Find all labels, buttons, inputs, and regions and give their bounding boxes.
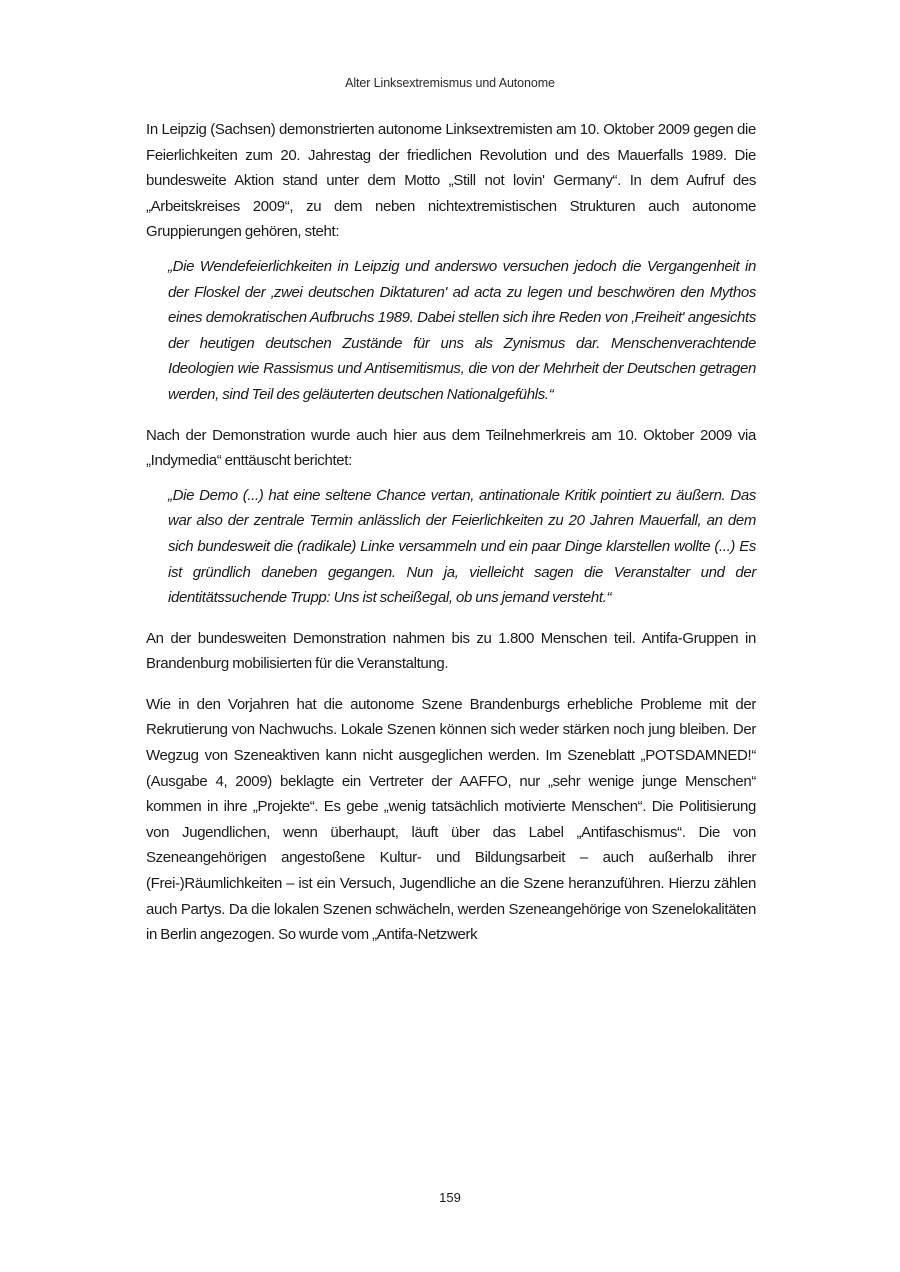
paragraph: Nach der Demonstration wurde auch hier aus dem Teilnehmerkreis am 10. Oktober 2009 via „Indymedia“ enttäuscht berichtet: [146, 426, 756, 470]
block-quote: „Die Wendefeierlichkeiten in Leipzig und anderswo versuchen jedoch die Vergangenheit in der Floskel der ‚zwei deutschen Diktaturen' ad acta zu legen und beschwören den Mythos eines demokratischen Aufbruchs 1989. Dabei stellen sich ihre Reden von ‚Freiheit' angesichts der heutigen deutschen Zustände für uns als Zynismus dar. Menschenverachtende Ideologien wie Rassismus und Antisemitismus, die von der Mehrheit der Deutschen getragen werden, sind Teil des geläuterten deutschen Nationalgefühls.“ [168, 257, 756, 403]
paragraph: Wie in den Vorjahren hat die autonome Szene Brandenburgs erhebliche Probleme mit der Rekrutierung von Nachwuchs. Lokale Szenen können sich weder stärken noch jung bleiben. Der Wegzug von Szeneaktiven kann nicht ausgeglichen werden. Im Szeneblatt „POTSDAMNED!“ (Ausgabe 4, 2009) beklagte ein Vertreter der AAFFO, nur „sehr wenige junge Menschen“ kommen in ihre „Projekte“. Es gebe „wenig tatsächlich motivierte Menschen“. Die Politisierung von Jugendlichen, wenn überhaupt, läuft über das Label „Antifaschismus“. Die von Szeneangehörigen angestoßene Kultur- und Bildungsarbeit – auch außerhalb ihrer (Frei-)Räumlichkeiten – ist ein Versuch, Jugendliche an die Szene heranzuführen. Hierzu zählen auch Partys. Da die lokalen Szenen schwächeln, werden Szeneangehörige von Szenelokalitäten in Berlin angezogen. So wurde vom „Antifa-Netzwerk [146, 695, 756, 944]
paragraph: An der bundesweiten Demonstration nahmen bis zu 1.800 Menschen teil. Antifa-Gruppen in Brandenburg mobilisierten für die Veranstaltung. [146, 629, 756, 673]
paragraph: In Leipzig (Sachsen) demonstrierten autonome Linksextremisten am 10. Oktober 2009 gegen die Feierlichkeiten zum 20. Jahrestag der friedlichen Revolution und des Mauerfalls 1989. Die bundesweite Aktion stand unter dem Motto „Still not lovin' Germany“. In dem Aufruf des „Arbeitskreises 2009“, zu dem neben nichtextremistischen Strukturen auch autonome Gruppierungen gehören, steht: [146, 121, 756, 241]
page-number: 159 [439, 1190, 461, 1205]
body-text [146, 117, 756, 948]
block-quote: „Die Demo (...) hat eine seltene Chance vertan, antinationale Kritik pointiert zu äußern. Das war also der zentrale Termin anlässlich der Feierlichkeiten zu 20 Jahren Mauerfall, an dem sich bundesweit die (radikale) Linke versammeln und ein paar Dinge klarstellen wollte (...) Es ist gründlich daneben gegangen. Nun ja, vielleicht sagen die Veranstalter und der identitätssuchende Trupp: Uns ist scheißegal, ob uns jemand versteht.“ [168, 486, 756, 607]
running-header: Alter Linksextremismus und Autonome [345, 76, 555, 90]
